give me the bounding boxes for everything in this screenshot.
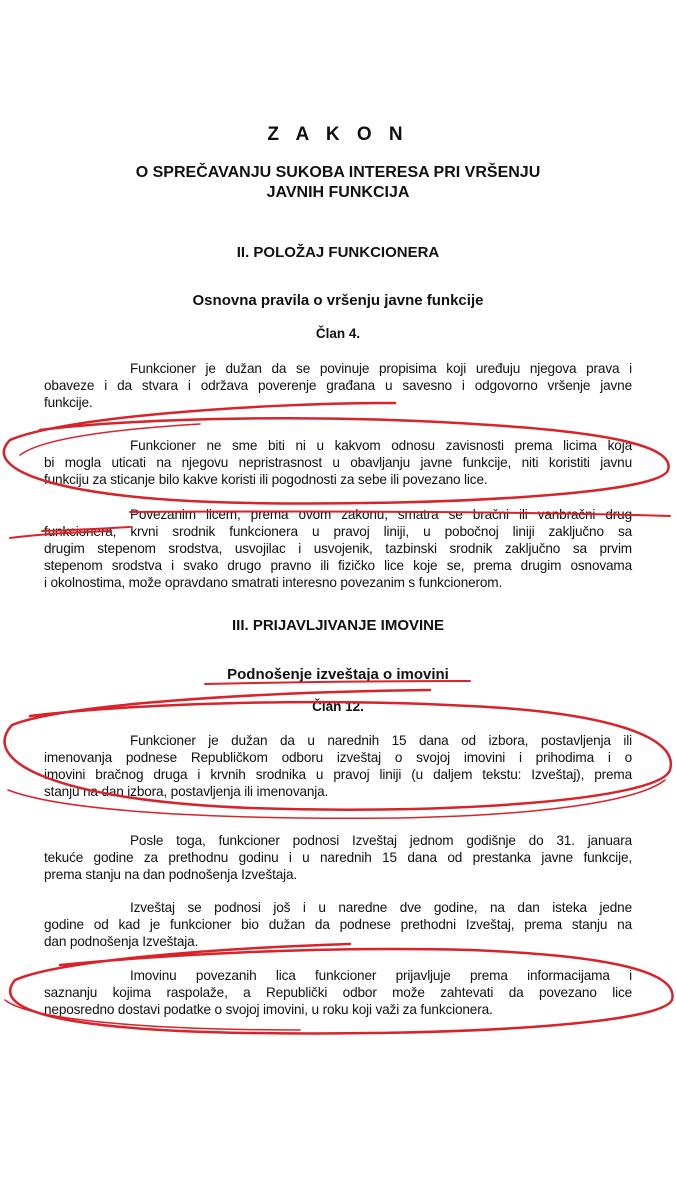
- paragraph-line: drugim stepenom srodstva, usvojilac i usvojenik, tazbinski srodnik zaključno sa prvim: [44, 541, 632, 556]
- paragraph-line: Posle toga, funkcioner podnosi Izveštaj jednom godišnje do 31. januara: [130, 833, 632, 848]
- paragraph-line: godine od kad je funkcioner bio dužan da podnese prethodni Izveštaj, prema stanju na: [44, 917, 632, 932]
- paragraph-line: funkcionera, krvni srodnik funkcionera u pravoj liniji, u pobočnoj liniji zaključno sa: [44, 524, 632, 539]
- paragraph-line: funkcije.: [44, 395, 93, 410]
- paragraph-line: i okolnostima, može opravdano smatrati interesno povezanim s funkcionerom.: [44, 575, 503, 590]
- paragraph: [44, 732, 632, 800]
- paragraph-line: Povezanim licem, prema ovom zakonu, smatra se bračni ili vanbračni drug: [130, 507, 632, 522]
- paragraph-line: neposredno dostavi podatke o svojoj imovini, u roku koji važi za funkcionera.: [44, 1002, 493, 1017]
- article-title: Član 4.: [315, 326, 361, 341]
- section-heading: III. PRIJAVLJIVANJE IMOVINE: [232, 617, 444, 634]
- paragraph-line: Imovinu povezanih lica funkcioner prijavljuje prema informacijama i: [130, 968, 632, 983]
- section-subheading: Podnošenje izveštaja o imovini: [227, 666, 449, 683]
- paragraph: [44, 899, 632, 950]
- paragraph-line: saznanju kojima raspolaže, a Republički odbor može zahtevati da povezano lice: [44, 985, 632, 1000]
- article-title: Član 12.: [312, 699, 364, 714]
- paragraph: [44, 437, 632, 488]
- paragraph-line: funkciju za sticanje bilo kakve koristi ili pogodnosti za sebe ili povezano lice.: [44, 472, 488, 487]
- paragraph-line: stepenom srodstva i svako drugo pravno ili fizičko lice koje se, prema drugim osnovama: [44, 558, 632, 573]
- paragraph-line: prema stanju na dan podnošenja Izveštaja.: [44, 867, 298, 882]
- law-subtitle-line2: JAVNIH FUNKCIJA: [266, 184, 410, 201]
- paragraph: [44, 360, 632, 411]
- paragraph-line: Funkcioner ne sme biti ni u kakvom odnosu zavisnosti prema licima koja: [130, 438, 632, 453]
- section-subheading: Osnovna pravila o vršenju javne funkcije: [192, 292, 484, 309]
- paragraph-line: obaveze i da stvara i održava poverenje građana u savesno i odgovorno vršenje javne: [44, 378, 632, 393]
- paragraph: [44, 967, 632, 1018]
- law-subtitle-line1: O SPREČAVANJU SUKOBA INTERESA PRI VRŠENJU: [135, 164, 541, 181]
- paragraph-line: Funkcioner je dužan da u narednih 15 dana od izbora, postavljenja ili: [130, 733, 632, 748]
- paragraph-line: imenovanja podnese Republičkom odboru izveštaj o svojoj imovini i prihodima i o: [44, 750, 632, 765]
- paragraph-line: dan podnošenja Izveštaja.: [44, 934, 199, 949]
- paragraph-line: bi mogla uticati na njegovu nepristrasnost u obavljanju javne funkcije, niti koristiti javnu: [44, 455, 632, 470]
- section-heading: II. POLOŽAJ FUNKCIONERA: [236, 244, 440, 261]
- paragraph-line: stanju na dan izbora, postavljenja ili imenovanja.: [44, 784, 329, 799]
- paragraph-line: imovini bračnog druga i krvnih srodnika u pravoj liniji (u daljem tekstu: Izveštaj), prema: [44, 767, 632, 782]
- law-title: Z A K O N: [267, 124, 409, 145]
- paragraph: [44, 832, 632, 883]
- paragraph-line: Izveštaj se podnosi još i u naredne dve godine, na dan isteka jedne: [130, 900, 632, 915]
- paragraph-line: tekuće godine za prethodnu godinu i u narednih 15 dana od prestanka javne funkcije,: [44, 850, 632, 865]
- paragraph: [44, 506, 632, 591]
- paragraph-line: Funkcioner je dužan da se povinuje propisima koji uređuju njegova prava i: [130, 361, 632, 376]
